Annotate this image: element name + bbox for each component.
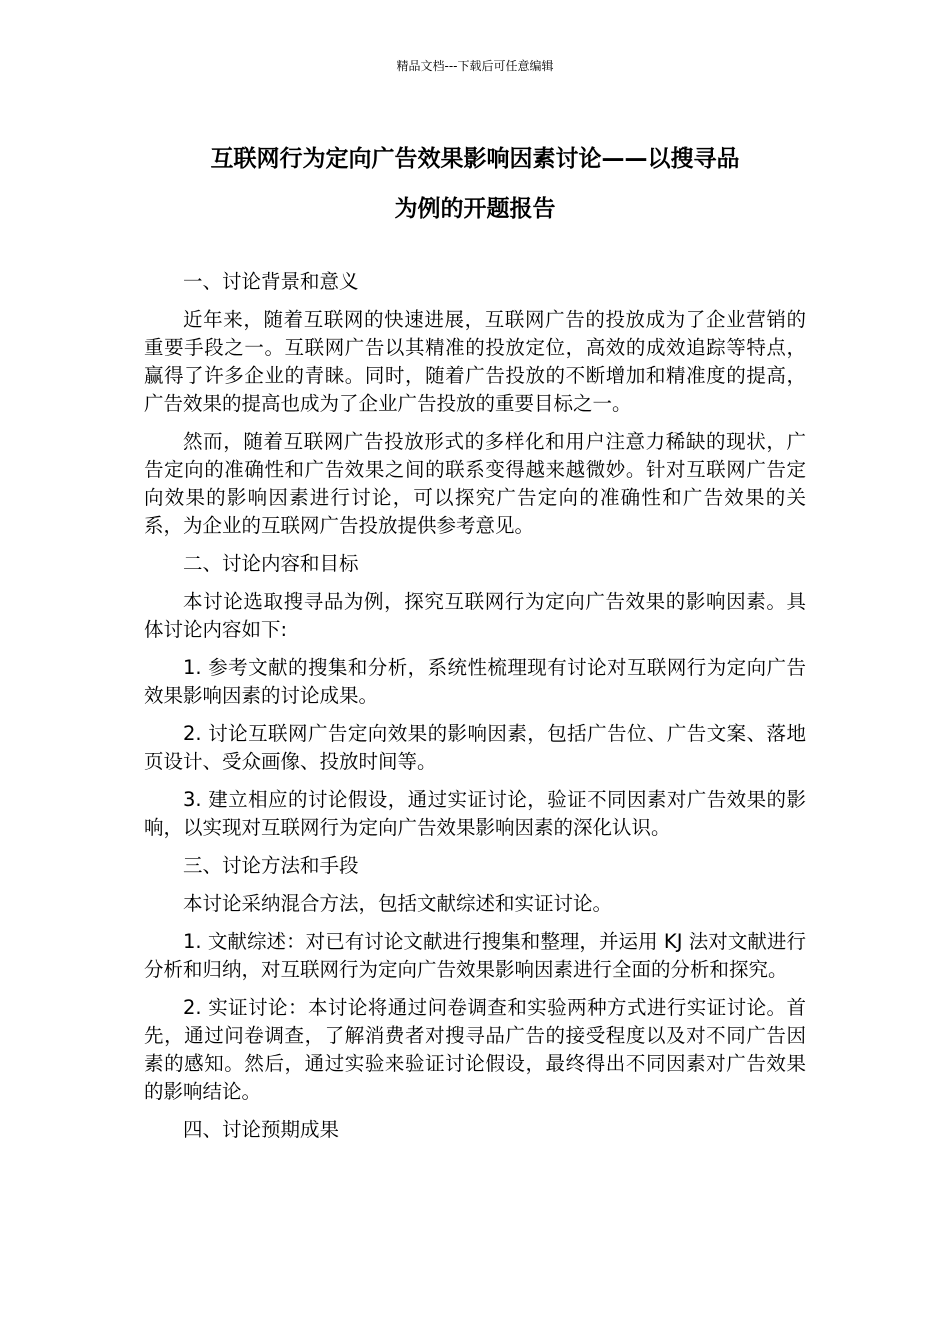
paragraph: 近年来，随着互联网的快速进展，互联网广告的投放成为了企业营销的重要手段之一。互联网广告以其精准的投放定位，高效的成效追踪等特点，赢得了许多企业的青睐。同时，随着广告投放的不断增加和精准度的提高，广告效果的提高也成为了企业广告投放的重要目标之一。 <box>144 308 806 415</box>
paragraph: 本讨论采纳混合方法，包括文献综述和实证讨论。 <box>183 892 613 915</box>
list-item: 1. 参考文献的搜集和分析，系统性梳理现有讨论对互联网行为定向广告效果影响因素的讨论成果。 <box>144 656 806 707</box>
paragraph: 然而，随着互联网广告投放形式的多样化和用户注意力稀缺的现状，广告定向的准确性和广告效果之间的联系变得越来越微妙。针对互联网广告定向效果的影响因素进行讨论，可以探究广告定向的准确性和广告效果的关系，为企业的互联网广告投放提供参考意见。 <box>144 430 806 537</box>
document-title <box>120 134 830 234</box>
list-item: 2. 讨论互联网广告定向效果的影响因素，包括广告位、广告文案、落地页设计、受众画像、投放时间等。 <box>144 722 806 773</box>
paragraph: 本讨论选取搜寻品为例，探究互联网行为定向广告效果的影响因素。具体讨论内容如下: <box>144 590 806 641</box>
page-header: 精品文档---下载后可任意编辑 <box>396 59 554 73</box>
list-item: 2. 实证讨论：本讨论将通过问卷调查和实验两种方式进行实证讨论。首先，通过问卷调查，了解消费者对搜寻品广告的接受程度以及对不同广告因素的感知。然后，通过实验来验证讨论假设，最终得出不同因素对广告效果的影响结论。 <box>144 996 806 1103</box>
title-line-1: 互联网行为定向广告效果影响因素讨论——以搜寻品 <box>210 146 740 172</box>
section-heading-content: 二、讨论内容和目标 <box>183 552 359 575</box>
section-heading-methods: 三、讨论方法和手段 <box>183 854 359 877</box>
title-line-2: 为例的开题报告 <box>394 196 556 222</box>
list-item: 1. 文献综述：对已有讨论文献进行搜集和整理，并运用 KJ 法对文献进行分析和归纳，对互联网行为定向广告效果影响因素进行全面的分析和探究。 <box>144 930 806 981</box>
list-item: 3. 建立相应的讨论假设，通过实证讨论，验证不同因素对广告效果的影响，以实现对互联网行为定向广告效果影响因素的深化认识。 <box>144 788 806 839</box>
document-body <box>144 268 806 1154</box>
section-heading-outcomes: 四、讨论预期成果 <box>183 1118 340 1141</box>
section-heading-background: 一、讨论背景和意义 <box>183 270 359 293</box>
